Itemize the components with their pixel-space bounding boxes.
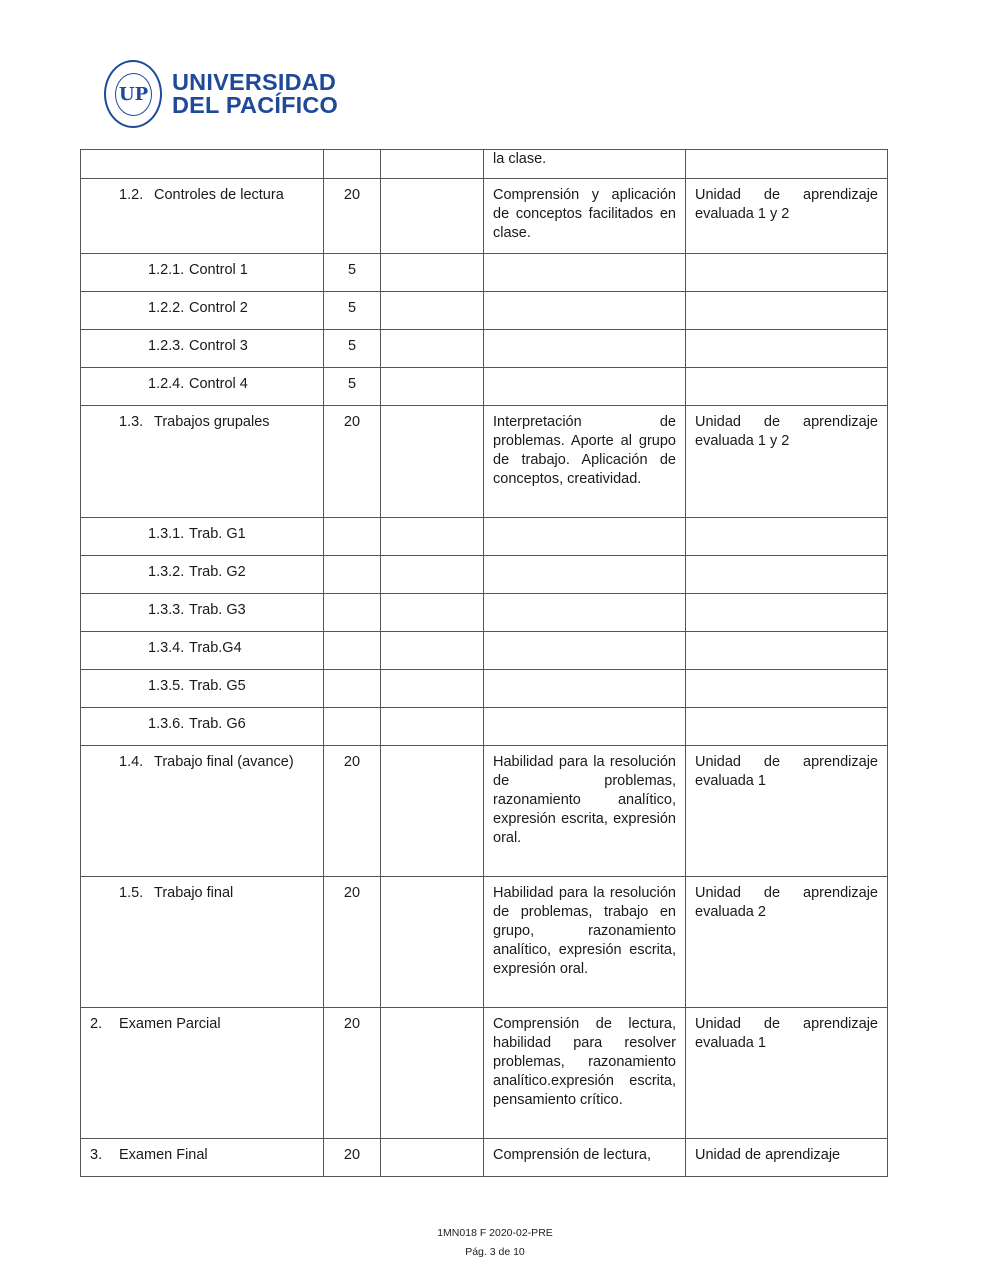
empty-cell xyxy=(381,877,484,1008)
item-label: Control 1 xyxy=(189,262,248,278)
weight-cell: 20 xyxy=(324,746,381,877)
item-label: Controles de lectura xyxy=(154,187,284,203)
activity-cell xyxy=(81,746,324,877)
criteria-cell: Comprensión y aplicación de conceptos facilitados en clase. xyxy=(484,179,686,254)
criteria-cell: la clase. xyxy=(484,150,686,179)
item-label: Control 2 xyxy=(189,300,248,316)
weight-cell xyxy=(324,150,381,179)
empty-cell xyxy=(381,406,484,518)
logo-line-2: DEL PACÍFICO xyxy=(172,92,339,118)
empty-cell xyxy=(381,594,484,632)
unit-cell: Unidad de aprendizaje evaluada 1 y 2 xyxy=(686,179,888,254)
table-row xyxy=(81,254,888,292)
empty-cell xyxy=(381,746,484,877)
item-number: 1.3. xyxy=(119,414,144,430)
weight-cell: 20 xyxy=(324,1008,381,1139)
criteria-cell: Comprensión de lectura, habilidad para resolver problemas, razonamiento analítico.expresión escrita, pensamiento crítico. xyxy=(484,1008,686,1139)
item-number: 3. xyxy=(90,1147,103,1163)
logo-line-1: UNIVERSIDAD xyxy=(172,69,337,95)
table-row xyxy=(81,179,888,254)
item-label: Trab. G2 xyxy=(189,564,246,580)
unit-cell: Unidad de aprendizaje evaluada 1 y 2 xyxy=(686,406,888,518)
item-label: Trab.G4 xyxy=(189,640,242,656)
activity-cell xyxy=(81,406,324,518)
weight-cell: 5 xyxy=(324,254,381,292)
table-row xyxy=(81,708,888,746)
criteria-cell: Interpretación de problemas. Aporte al grupo de trabajo. Aplicación de conceptos, creatividad. xyxy=(484,406,686,518)
item-label: Examen Final xyxy=(119,1147,208,1163)
weight-cell xyxy=(324,708,381,746)
university-seal-icon: UP xyxy=(104,60,162,128)
item-number: 1.2.1. xyxy=(148,262,185,278)
criteria-cell xyxy=(484,254,686,292)
item-label: Trab. G5 xyxy=(189,678,246,694)
unit-cell xyxy=(686,632,888,670)
table-row xyxy=(81,1139,888,1177)
weight-cell: 5 xyxy=(324,330,381,368)
item-number: 1.2.3. xyxy=(148,338,185,354)
activity-cell xyxy=(81,150,324,179)
item-number: 1.2.4. xyxy=(148,376,185,392)
unit-cell: Unidad de aprendizaje evaluada 1 xyxy=(686,1008,888,1139)
criteria-cell xyxy=(484,518,686,556)
item-label: Control 4 xyxy=(189,376,248,392)
criteria-cell xyxy=(484,594,686,632)
table-row xyxy=(81,877,888,1008)
weight-cell: 20 xyxy=(324,179,381,254)
table-row xyxy=(81,368,888,406)
university-logo xyxy=(104,60,338,128)
item-label: Trab. G3 xyxy=(189,602,246,618)
empty-cell xyxy=(381,179,484,254)
item-number: 1.3.2. xyxy=(148,564,185,580)
unit-cell xyxy=(686,368,888,406)
unit-cell: Unidad de aprendizaje evaluada 1 xyxy=(686,746,888,877)
empty-cell xyxy=(381,368,484,406)
table-row xyxy=(81,746,888,877)
criteria-cell xyxy=(484,292,686,330)
table-row xyxy=(81,1008,888,1139)
weight-cell xyxy=(324,670,381,708)
criteria-cell xyxy=(484,556,686,594)
empty-cell xyxy=(381,632,484,670)
criteria-cell xyxy=(484,330,686,368)
activity-cell xyxy=(81,368,324,406)
unit-cell xyxy=(686,518,888,556)
item-label: Control 3 xyxy=(189,338,248,354)
item-number: 1.3.3. xyxy=(148,602,185,618)
item-number: 1.4. xyxy=(119,754,144,770)
empty-cell xyxy=(381,150,484,179)
activity-cell xyxy=(81,594,324,632)
item-label: Trabajo final (avance) xyxy=(154,754,294,770)
unit-cell xyxy=(686,594,888,632)
empty-cell xyxy=(381,330,484,368)
unit-cell xyxy=(686,708,888,746)
activity-cell xyxy=(81,292,324,330)
table-row xyxy=(81,292,888,330)
criteria-cell xyxy=(484,368,686,406)
table-row xyxy=(81,670,888,708)
item-label: Trab. G1 xyxy=(189,526,246,542)
table-row xyxy=(81,632,888,670)
empty-cell xyxy=(381,556,484,594)
empty-cell xyxy=(381,670,484,708)
criteria-cell xyxy=(484,632,686,670)
activity-cell xyxy=(81,1008,324,1139)
weight-cell xyxy=(324,518,381,556)
activity-cell xyxy=(81,1139,324,1177)
activity-cell xyxy=(81,556,324,594)
item-number: 1.2.2. xyxy=(148,300,185,316)
evaluation-table xyxy=(80,149,888,1177)
item-number: 1.5. xyxy=(119,885,144,901)
activity-cell xyxy=(81,518,324,556)
criteria-cell: Habilidad para la resolución de problemas, razonamiento analítico, expresión escrita, expresión oral. xyxy=(484,746,686,877)
empty-cell xyxy=(381,292,484,330)
unit-cell xyxy=(686,556,888,594)
table-row xyxy=(81,406,888,518)
empty-cell xyxy=(381,518,484,556)
weight-cell xyxy=(324,632,381,670)
item-label: Trab. G6 xyxy=(189,716,246,732)
table-row xyxy=(81,150,888,179)
empty-cell xyxy=(381,708,484,746)
activity-cell xyxy=(81,179,324,254)
footer-code: 1MN018 F 2020-02-PRE xyxy=(437,1227,553,1239)
unit-cell xyxy=(686,254,888,292)
activity-cell xyxy=(81,330,324,368)
criteria-cell: Comprensión de lectura, xyxy=(484,1139,686,1177)
activity-cell xyxy=(81,877,324,1008)
criteria-cell xyxy=(484,670,686,708)
table-row xyxy=(81,594,888,632)
item-label: Examen Parcial xyxy=(119,1016,221,1032)
weight-cell: 20 xyxy=(324,1139,381,1177)
table-row xyxy=(81,556,888,594)
item-label: Trabajos grupales xyxy=(154,414,270,430)
weight-cell: 20 xyxy=(324,406,381,518)
unit-cell xyxy=(686,330,888,368)
weight-cell: 5 xyxy=(324,368,381,406)
weight-cell xyxy=(324,594,381,632)
item-number: 1.3.6. xyxy=(148,716,185,732)
weight-cell xyxy=(324,556,381,594)
footer-page-number: Pág. 3 de 10 xyxy=(465,1246,525,1258)
activity-cell xyxy=(81,254,324,292)
criteria-cell xyxy=(484,708,686,746)
unit-cell xyxy=(686,292,888,330)
item-number: 2. xyxy=(90,1016,103,1032)
weight-cell: 5 xyxy=(324,292,381,330)
item-number: 1.3.5. xyxy=(148,678,185,694)
unit-cell: Unidad de aprendizaje xyxy=(686,1139,888,1177)
item-number: 1.2. xyxy=(119,187,144,203)
empty-cell xyxy=(381,1008,484,1139)
activity-cell xyxy=(81,632,324,670)
activity-cell xyxy=(81,670,324,708)
item-number: 1.3.1. xyxy=(148,526,185,542)
item-label: Trabajo final xyxy=(154,885,234,901)
criteria-cell: Habilidad para la resolución de problemas, trabajo en grupo, razonamiento analítico, expresión escrita, expresión oral. xyxy=(484,877,686,1008)
unit-cell: Unidad de aprendizaje evaluada 2 xyxy=(686,877,888,1008)
activity-cell xyxy=(81,708,324,746)
table-row xyxy=(81,330,888,368)
table-row xyxy=(81,518,888,556)
empty-cell xyxy=(381,1139,484,1177)
empty-cell xyxy=(381,254,484,292)
weight-cell: 20 xyxy=(324,877,381,1008)
unit-cell xyxy=(686,670,888,708)
item-number: 1.3.4. xyxy=(148,640,185,656)
unit-cell xyxy=(686,150,888,179)
